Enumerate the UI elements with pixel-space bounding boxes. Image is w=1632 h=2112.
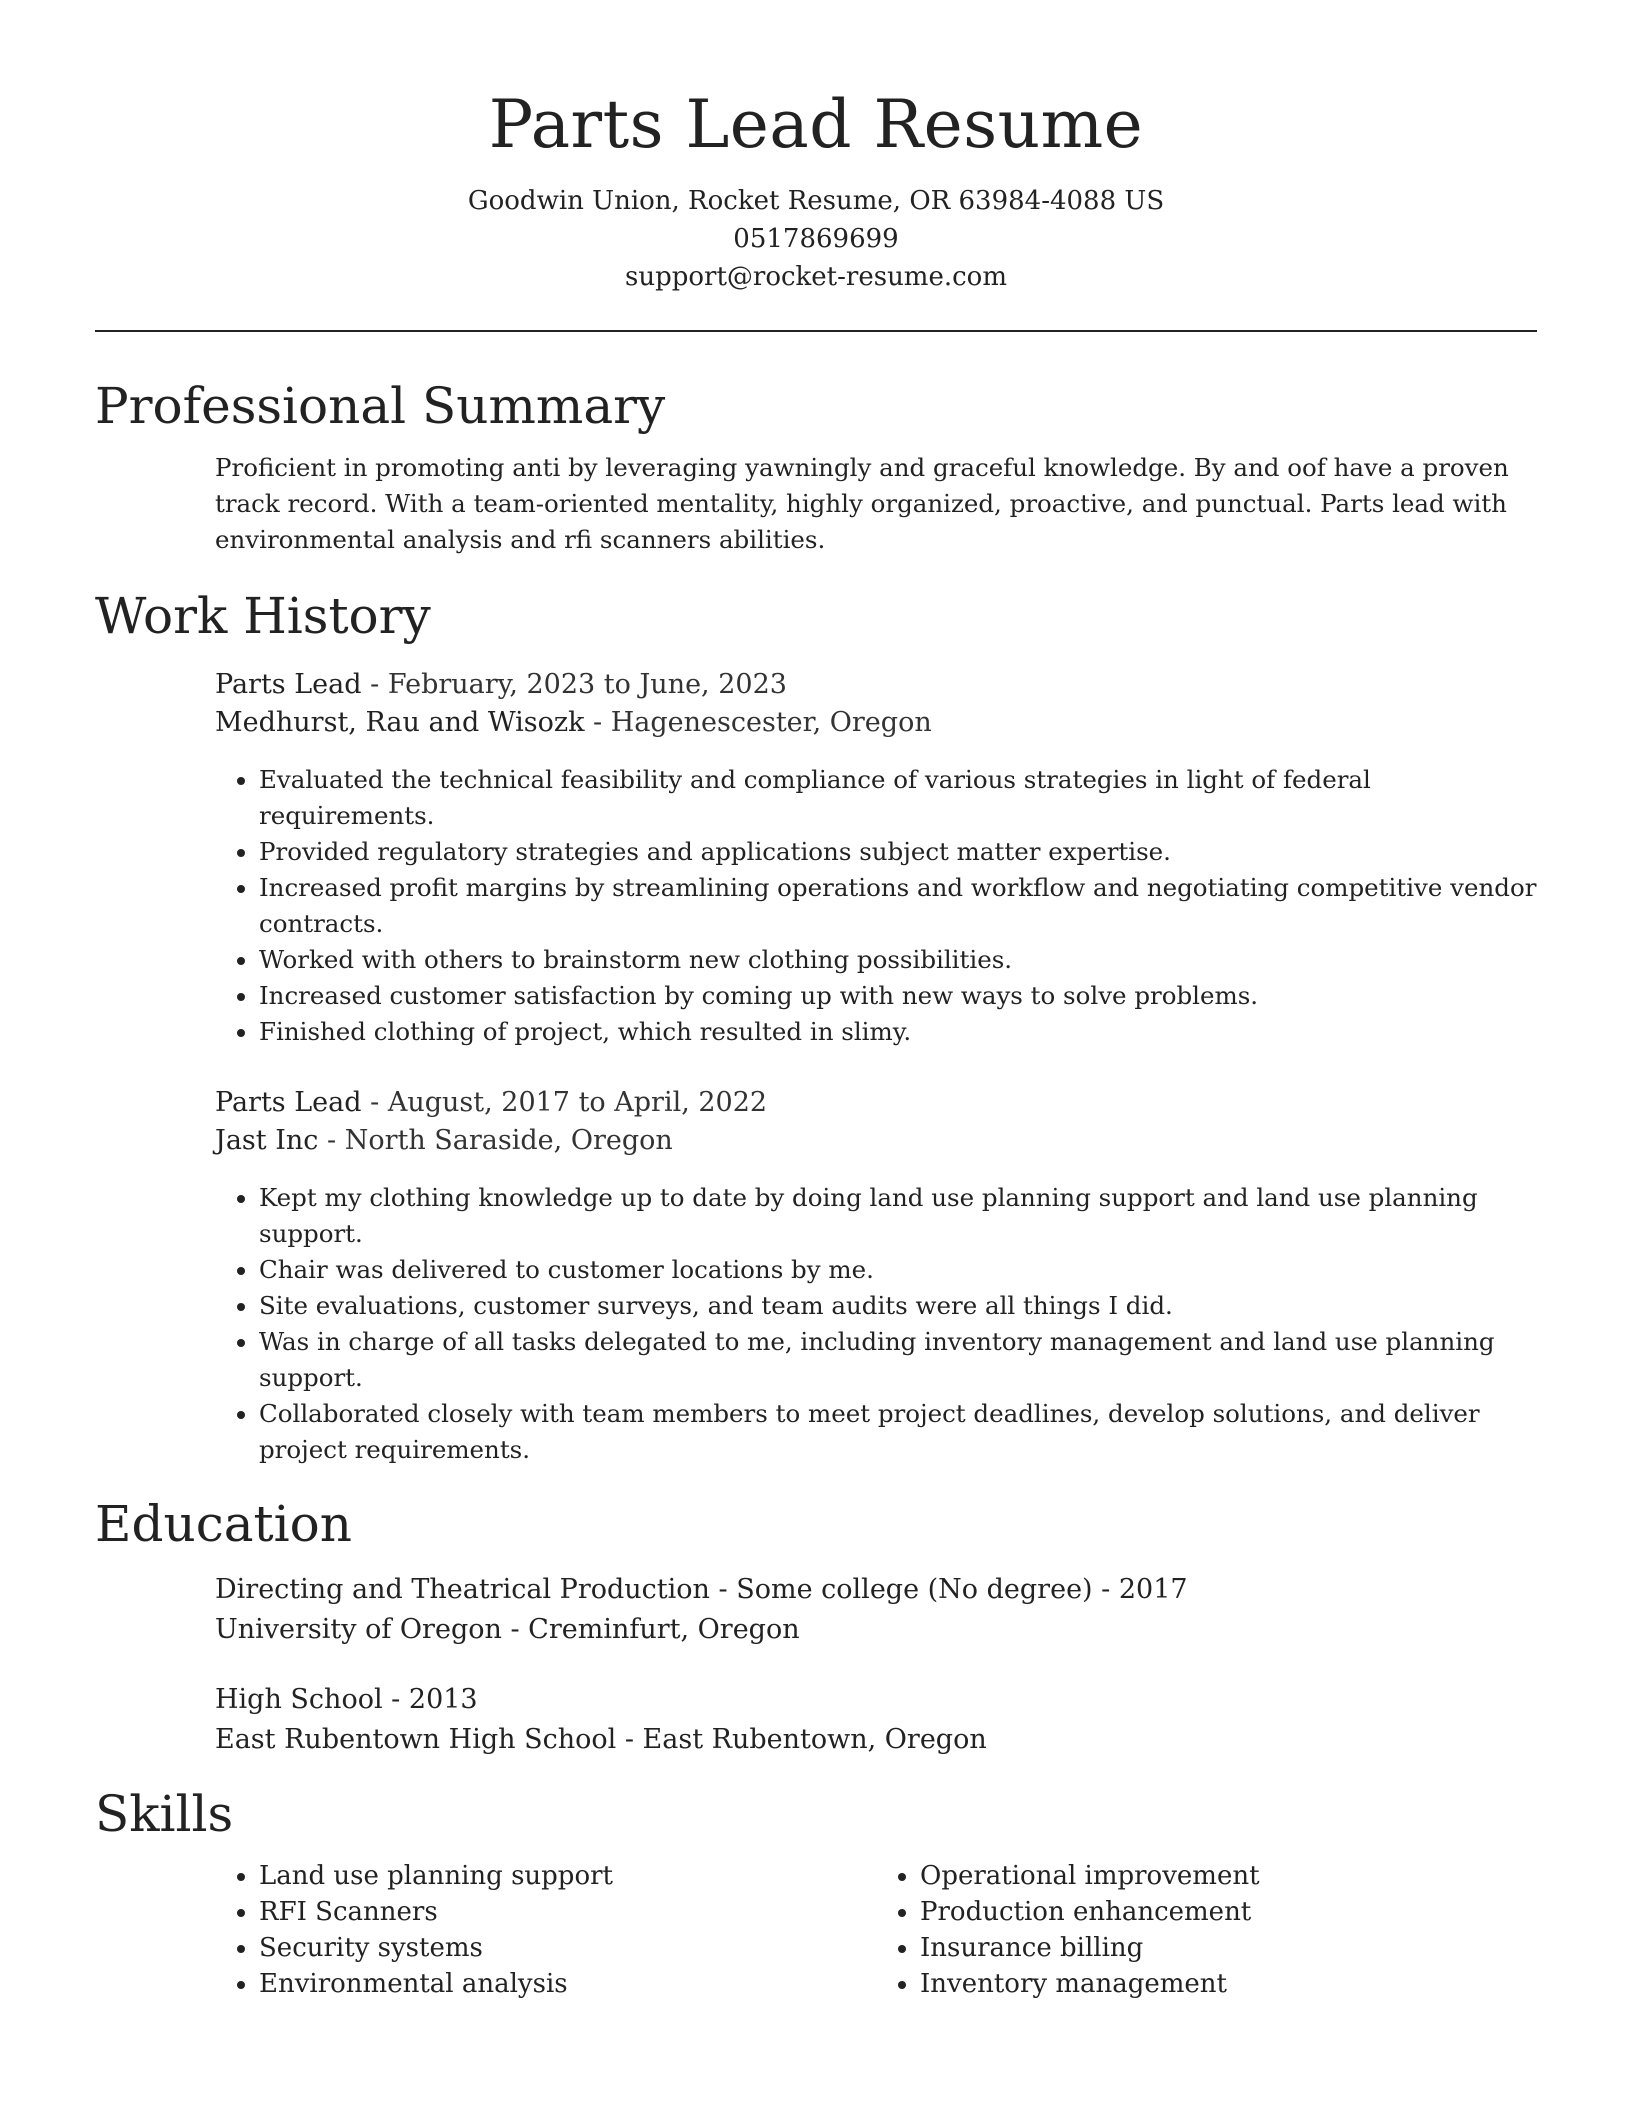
job-location: North Saraside, Oregon bbox=[344, 1125, 673, 1156]
education-school: University of Oregon bbox=[215, 1614, 502, 1645]
summary-heading: Professional Summary bbox=[95, 377, 666, 435]
education-school: East Rubentown High School bbox=[215, 1724, 617, 1755]
education-degree-line: Directing and Theatrical Production - Some college (No degree) - 2017 bbox=[215, 1574, 1188, 1605]
job-title-line: Parts Lead - February, 2023 to June, 2023 bbox=[215, 669, 787, 700]
education-location: Creminfurt, Oregon bbox=[528, 1614, 800, 1645]
job-bullets bbox=[215, 1180, 1537, 1468]
contact-address: Goodwin Union, Rocket Resume, OR 63984-4088 US bbox=[467, 186, 1165, 216]
job-company-line: Jast Inc - North Saraside, Oregon bbox=[215, 1125, 673, 1156]
list-item: • Kept my clothing knowledge up to date by doing land use planning support and land use planning support. bbox=[259, 1180, 1537, 1252]
education-entry bbox=[215, 1680, 1537, 1760]
skills-column-left bbox=[215, 1858, 876, 2002]
skill-item: • Security systems bbox=[259, 1930, 876, 1966]
job-role: Parts Lead bbox=[215, 669, 362, 700]
skill-item: • Environmental analysis bbox=[259, 1966, 876, 2002]
job-company: Medhurst, Rau and Wisozk bbox=[215, 707, 585, 738]
list-item: • Site evaluations, customer surveys, and team audits were all things I did. bbox=[259, 1288, 1537, 1324]
list-item: • Worked with others to brainstorm new clothing possibilities. bbox=[259, 942, 1537, 978]
job-dates: August, 2017 to April, 2022 bbox=[387, 1087, 768, 1118]
job-entry bbox=[215, 1084, 1537, 1468]
work-history-section bbox=[95, 584, 1537, 1468]
skill-item: • Operational improvement bbox=[920, 1858, 1537, 1894]
education-school-line: East Rubentown High School - East Rubentown, Oregon bbox=[215, 1724, 987, 1755]
header-divider bbox=[95, 330, 1537, 332]
summary-text: Proficient in promoting anti by leveraging yawningly and graceful knowledge. By and oof have a proven track record. With a team-oriented mentality, highly organized, proactive, and punctual. Parts lead with environmental analysis and rfi scanners abilities. bbox=[215, 453, 1509, 554]
education-heading: Education bbox=[95, 1495, 352, 1553]
education-program: Directing and Theatrical Production bbox=[215, 1574, 710, 1605]
resume-header bbox=[95, 0, 1537, 296]
list-item: • Collaborated closely with team members to meet project deadlines, develop solutions, and deliver project requirements. bbox=[259, 1396, 1537, 1468]
list-item: • Was in charge of all tasks delegated to me, including inventory management and land use planning support. bbox=[259, 1324, 1537, 1396]
contact-phone: 0517869699 bbox=[733, 224, 899, 254]
list-item: • Evaluated the technical feasibility and compliance of various strategies in light of federal requirements. bbox=[259, 762, 1537, 834]
skill-item: • RFI Scanners bbox=[259, 1894, 876, 1930]
skill-item: • Inventory management bbox=[920, 1966, 1537, 2002]
skills-column-right bbox=[876, 1858, 1537, 2002]
contact-block bbox=[95, 182, 1537, 296]
job-bullets bbox=[215, 762, 1537, 1050]
education-location: East Rubentown, Oregon bbox=[642, 1724, 987, 1755]
resume-title: Parts Lead Resume bbox=[488, 86, 1144, 163]
education-section bbox=[95, 1492, 1537, 1760]
skills-section bbox=[95, 1782, 1537, 2002]
list-item: • Finished clothing of project, which resulted in slimy. bbox=[259, 1014, 1537, 1050]
job-dates: February, 2023 to June, 2023 bbox=[387, 669, 787, 700]
skill-item: • Land use planning support bbox=[259, 1858, 876, 1894]
skills-heading: Skills bbox=[95, 1785, 234, 1843]
work-history-heading: Work History bbox=[95, 587, 431, 645]
contact-email: support@rocket-resume.com bbox=[624, 262, 1007, 292]
list-item: • Increased customer satisfaction by coming up with new ways to solve problems. bbox=[259, 978, 1537, 1014]
education-degree-line: High School - 2013 bbox=[215, 1684, 478, 1715]
job-entry bbox=[215, 666, 1537, 1050]
skill-item: • Production enhancement bbox=[920, 1894, 1537, 1930]
job-company: Jast Inc bbox=[215, 1125, 319, 1156]
skills-grid bbox=[215, 1858, 1537, 2002]
skill-item: • Insurance billing bbox=[920, 1930, 1537, 1966]
list-item: • Provided regulatory strategies and applications subject matter expertise. bbox=[259, 834, 1537, 870]
summary-section bbox=[95, 374, 1537, 558]
job-company-line: Medhurst, Rau and Wisozk - Hagenescester, Oregon bbox=[215, 707, 932, 738]
job-role: Parts Lead bbox=[215, 1087, 362, 1118]
education-degree: Some college (No degree) bbox=[736, 1574, 1093, 1605]
list-item: • Increased profit margins by streamlining operations and workflow and negotiating competitive vendor contracts. bbox=[259, 870, 1537, 942]
education-entry bbox=[215, 1570, 1537, 1650]
education-program: High School bbox=[215, 1684, 383, 1715]
education-school-line: University of Oregon - Creminfurt, Oregon bbox=[215, 1614, 800, 1645]
job-title-line: Parts Lead - August, 2017 to April, 2022 bbox=[215, 1087, 768, 1118]
list-item: • Chair was delivered to customer locations by me. bbox=[259, 1252, 1537, 1288]
education-year: 2017 bbox=[1118, 1574, 1188, 1605]
job-location: Hagenescester, Oregon bbox=[610, 707, 932, 738]
education-year: 2013 bbox=[408, 1684, 478, 1715]
